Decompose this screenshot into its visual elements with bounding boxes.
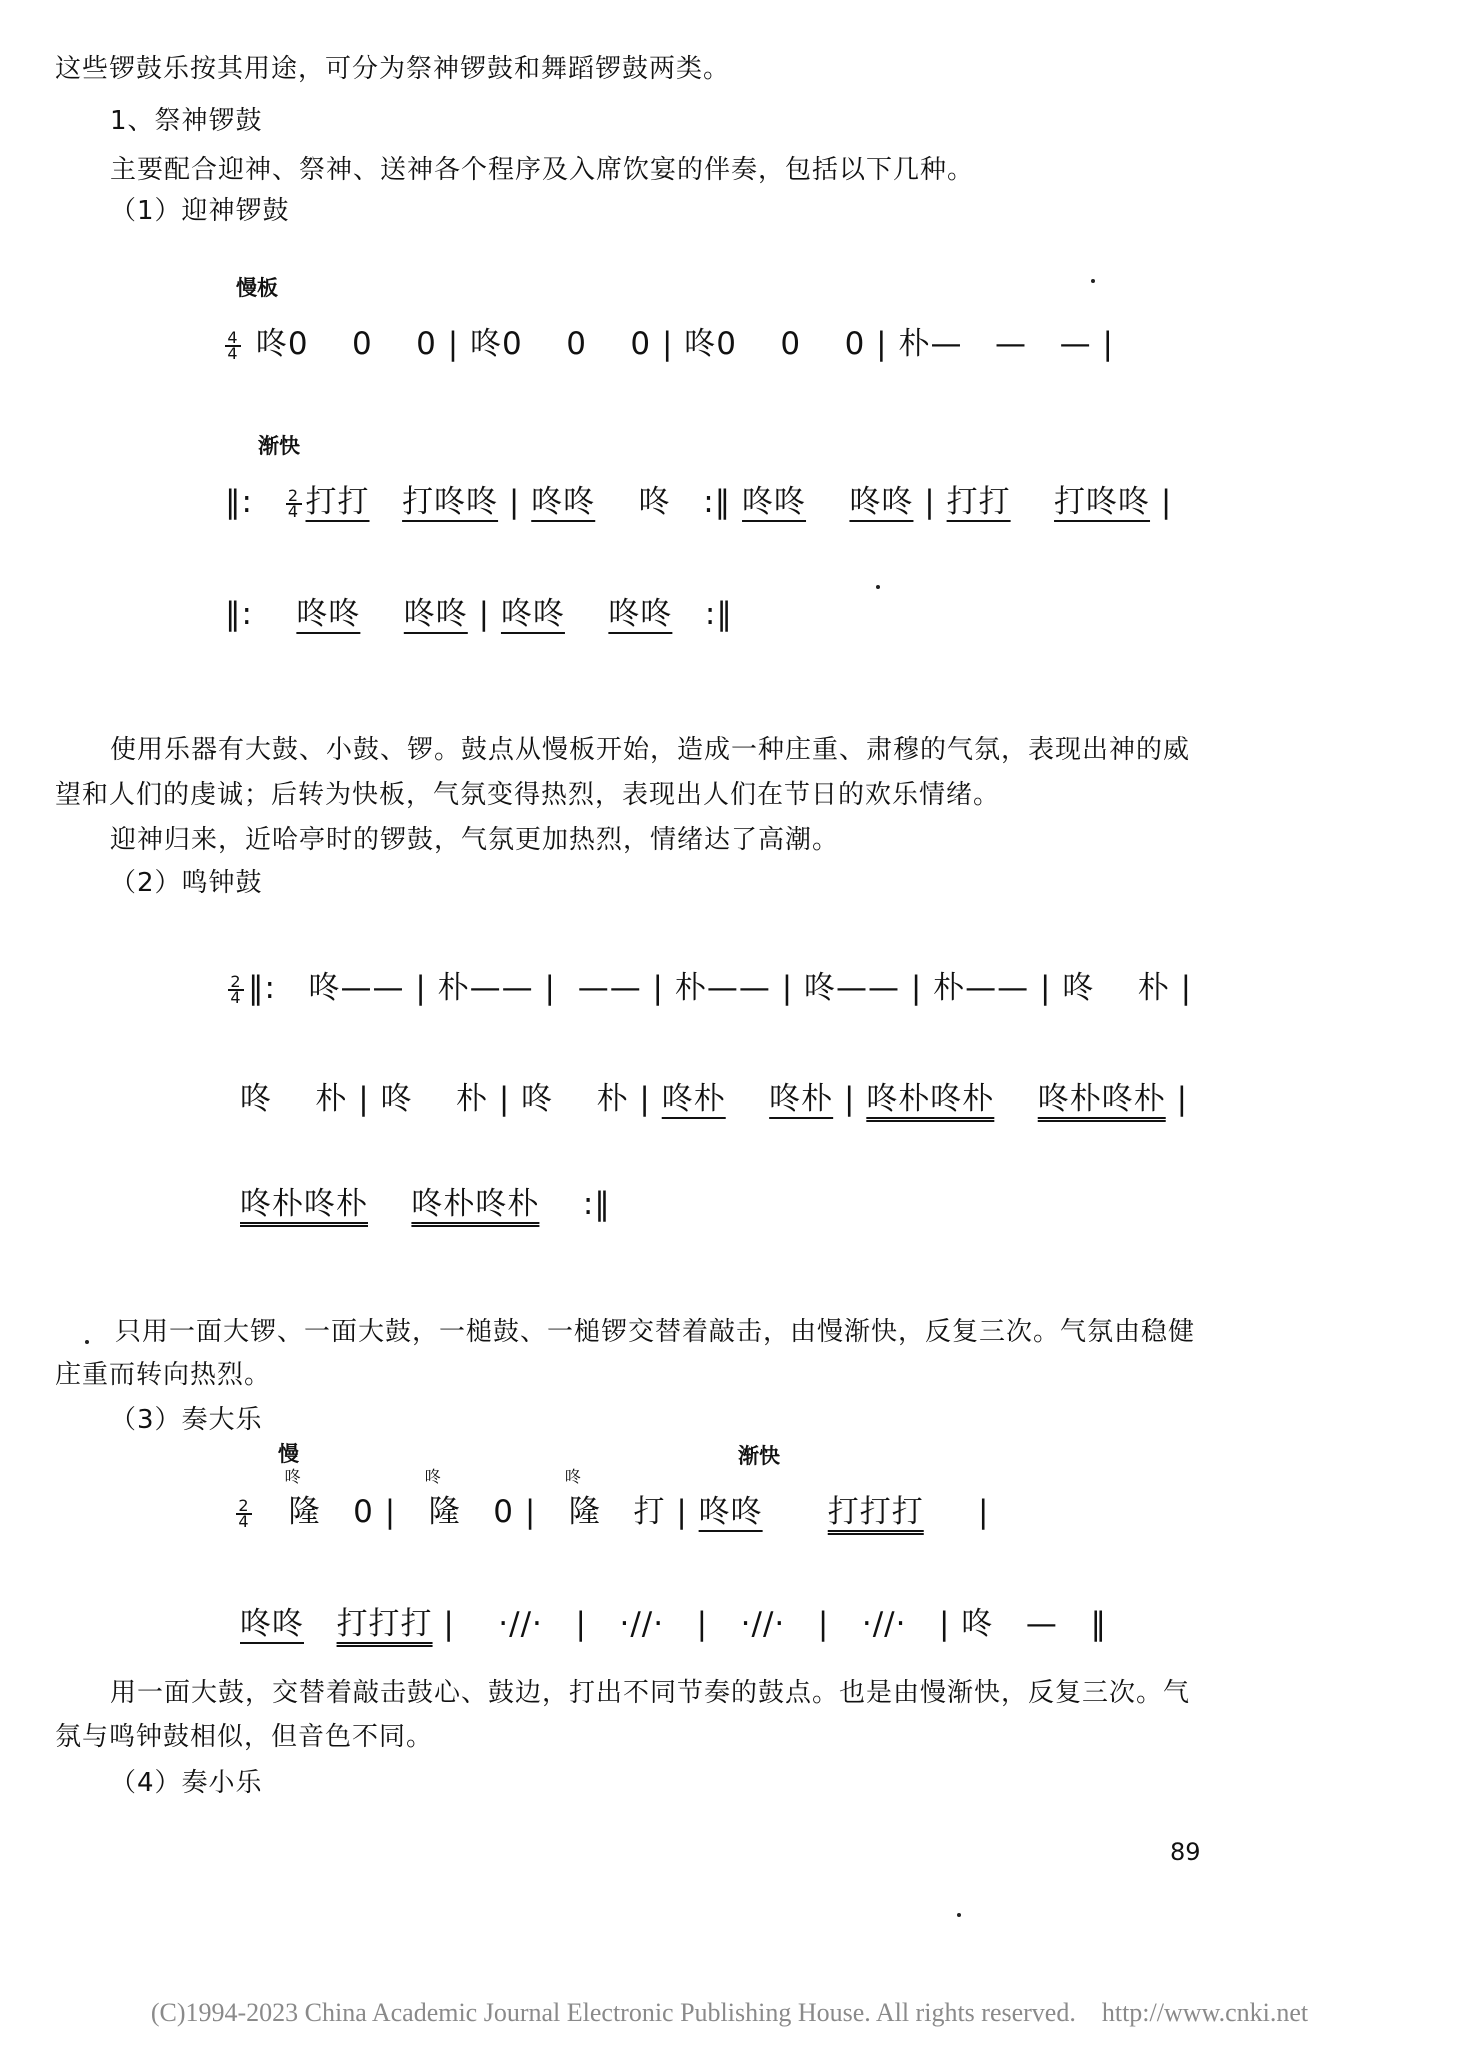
tempo-marking: 慢 bbox=[278, 1442, 299, 1466]
score-line: 咚朴咚朴 咚朴咚朴 :‖ bbox=[240, 1186, 611, 1222]
score-line: $\frac{4}{4}$ 咚0 0 0 | 咚0 0 0 | 咚0 0 0 | 朴— — — | bbox=[225, 318, 1114, 363]
item-heading: （1）迎神锣鼓 bbox=[110, 196, 290, 226]
time-signature: $\frac{2}{4}$ bbox=[286, 489, 302, 519]
time-signature: $\frac{2}{4}$ bbox=[236, 1499, 252, 1529]
body-paragraph: 迎神归来，近哈亭时的锣鼓，气氛更加热烈，情绪达了高潮。 bbox=[110, 825, 840, 855]
section-description: 主要配合迎神、祭神、送神各个程序及入席饮宴的伴奏，包括以下几种。 bbox=[110, 155, 975, 185]
score-line: ‖: $\frac{2}{4}$ 打打 打咚咚 | 咚咚 咚 :‖ 咚咚 咚咚 | 打打 打咚咚 | bbox=[225, 484, 1173, 521]
copyright-text: (C)1994-2023 China Academic Journal Electronic Publishing House. All rights reserved. bbox=[150, 1998, 1076, 2027]
copyright-footer bbox=[0, 1998, 1459, 2028]
item-heading: （2）鸣钟鼓 bbox=[110, 868, 263, 898]
grace-note: 咚 隆 bbox=[424, 1467, 461, 1530]
footer-url[interactable]: http://www.cnki.net bbox=[1101, 1998, 1309, 2027]
score-line: $\frac{2}{4}$ 咚 隆 0 | 咚 隆 0 | 咚 隆 打 | 咚咚 打打打 | bbox=[236, 1486, 989, 1531]
item-heading: （4）奏小乐 bbox=[110, 1768, 263, 1798]
time-signature: $\frac{2}{4}$ bbox=[228, 975, 244, 1005]
intro-paragraph: 这些锣鼓乐按其用途，可分为祭神锣鼓和舞蹈锣鼓两类。 bbox=[55, 54, 731, 84]
body-paragraph: 使用乐器有大鼓、小鼓、锣。鼓点从慢板开始，造成一种庄重、肃穆的气氛，表现出神的威 bbox=[110, 735, 1191, 765]
time-signature: $\frac{4}{4}$ bbox=[225, 331, 241, 361]
section-heading: 1、祭神锣鼓 bbox=[110, 106, 263, 136]
tempo-marking: 渐快 bbox=[738, 1444, 780, 1468]
body-paragraph: 庄重而转向热烈。 bbox=[55, 1360, 272, 1390]
body-paragraph: 氛与鸣钟鼓相似，但音色不同。 bbox=[55, 1722, 434, 1752]
scan-speck bbox=[876, 585, 880, 589]
page-number: 89 bbox=[1170, 1838, 1201, 1866]
item-heading: （3）奏大乐 bbox=[110, 1405, 263, 1435]
score-line: $\frac{2}{4}$ ‖: 咚—— | 朴—— | —— | 朴—— | 咚—— | 朴—— | 咚 朴 | bbox=[228, 962, 1192, 1007]
tempo-marking: 慢板 bbox=[236, 276, 278, 300]
score-line: 咚咚 打打打 | ·//· | ·//· | ·//· | ·//· | 咚 — ‖ bbox=[240, 1606, 1107, 1642]
grace-note: 咚 隆 bbox=[284, 1467, 321, 1530]
score-line: 咚 朴 | 咚 朴 | 咚 朴 | 咚朴 咚朴 | 咚朴咚朴 咚朴咚朴 | bbox=[240, 1081, 1189, 1117]
tempo-marking: 渐快 bbox=[258, 434, 300, 458]
body-paragraph: 只用一面大锣、一面大鼓，一槌鼓、一槌锣交替着敲击，由慢渐快，反复三次。气氛由稳健 bbox=[115, 1317, 1196, 1347]
scan-speck bbox=[957, 1913, 961, 1917]
body-paragraph: 望和人们的虔诚；后转为快板，气氛变得热烈，表现出人们在节日的欢乐情绪。 bbox=[55, 780, 1001, 810]
scan-speck bbox=[85, 1340, 89, 1344]
body-paragraph: 用一面大鼓，交替着敲击鼓心、鼓边，打出不同节奏的鼓点。也是由慢渐快，反复三次。气 bbox=[110, 1678, 1191, 1708]
score-line: ‖: 咚咚 咚咚 | 咚咚 咚咚 :‖ bbox=[225, 596, 733, 632]
scan-speck bbox=[1091, 279, 1095, 283]
grace-note: 咚 隆 bbox=[564, 1467, 601, 1530]
